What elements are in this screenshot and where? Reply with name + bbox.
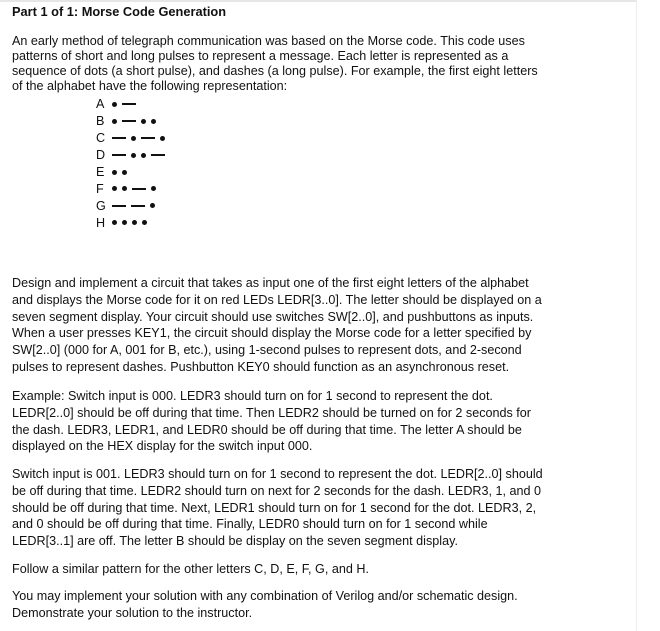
morse-letter: A <box>96 97 105 112</box>
morse-dash <box>112 154 126 156</box>
page-title: Part 1 of 1: Morse Code Generation <box>12 4 227 19</box>
morse-row-d <box>96 147 170 164</box>
morse-letter: F <box>96 181 104 196</box>
morse-dot <box>160 136 165 141</box>
morse-dot <box>122 220 127 225</box>
morse-dash <box>141 137 155 139</box>
morse-dot <box>141 153 146 158</box>
morse-dot <box>112 102 117 107</box>
morse-dot <box>151 186 156 191</box>
text-line: displayed on the HEX display for the switch input 000. <box>12 439 313 454</box>
morse-row-f <box>96 180 170 197</box>
morse-dot <box>150 203 155 208</box>
text-line: the dash. LEDR3, LEDR1, and LEDR0 should be off during that time. The letter A should be <box>12 422 522 437</box>
morse-dot <box>122 186 127 191</box>
follow-paragraph <box>12 561 369 578</box>
morse-dot <box>122 170 127 175</box>
text-line: seven segment display. Your circuit should use switches SW[2..0], and pushbuttons as inputs. <box>12 309 534 324</box>
text-line: of the alphabet have the following representation: <box>12 79 288 93</box>
closing-paragraph <box>12 588 518 622</box>
text-line: and 0 should be off during that time. Finally, LEDR0 should turn on for 1 second while <box>12 517 488 532</box>
top-border <box>0 0 660 2</box>
morse-letter: B <box>96 114 105 129</box>
text-line: An early method of telegraph communication was based on the Morse code. This code uses <box>12 34 525 48</box>
text-line: should be off during that time. Next, LEDR1 should turn on for 1 second for the dot. LEDR3, 2, <box>12 500 537 515</box>
example-b-paragraph <box>12 466 543 550</box>
text-line: LEDR[2..0] should be off during that time. Then LEDR2 should be turned on for 2 seconds for <box>12 405 531 420</box>
right-margin <box>636 0 660 631</box>
morse-dot <box>142 220 147 225</box>
morse-dash <box>112 205 126 207</box>
morse-letter: E <box>96 165 105 179</box>
text-line: Switch input is 001. LEDR3 should turn on for 1 second to represent the dot. LEDR[2..0] should <box>12 467 543 481</box>
design-paragraph <box>12 275 542 376</box>
text-line: Design and implement a circuit that takes as input one of the first eight letters of the alphabet <box>12 276 529 290</box>
text-line: SW[2..0] (000 for A, 001 for B, etc.), using 1-second pulses to represent dots, and 2-second <box>12 343 522 358</box>
morse-dash <box>131 205 145 207</box>
morse-row-a <box>96 96 170 113</box>
morse-letter: C <box>96 131 106 146</box>
text-line: You may implement your solution with any combination of Verilog and/or schematic design. <box>12 589 518 603</box>
morse-dot <box>112 119 117 124</box>
morse-dot <box>112 170 117 175</box>
morse-row-h <box>96 214 170 231</box>
text-line: When a user presses KEY1, the circuit should display the Morse code for a letter specified by <box>12 326 532 341</box>
text-line: Demonstrate your solution to the instructor. <box>12 605 253 620</box>
text-line: sequence of dots (a short pulse), and dashes (a long pulse). For example, the first eight letters <box>12 64 538 78</box>
morse-table <box>96 96 170 231</box>
morse-dot <box>132 220 137 225</box>
text-line: patterns of short and long pulses to represent a message. Each letter is represented as a <box>12 49 509 63</box>
example-a-paragraph <box>12 388 531 455</box>
text-line: Follow a similar pattern for the other letters C, D, E, F, G, and H. <box>12 562 369 576</box>
intro-paragraph <box>12 34 538 94</box>
text-line: Example: Switch input is 000. LEDR3 should turn on for 1 second to represent the dot. <box>12 389 493 403</box>
morse-dot <box>131 153 136 158</box>
morse-row-b <box>96 113 170 130</box>
morse-dash <box>151 154 165 156</box>
morse-dot <box>131 136 136 141</box>
morse-dash <box>112 137 126 139</box>
text-line: and displays the Morse code for it on red LEDs LEDR[3..0]. The letter should be displayed on a <box>12 292 542 307</box>
morse-dash <box>122 103 136 105</box>
morse-dot <box>112 220 117 225</box>
morse-dash <box>122 120 136 122</box>
morse-letter: D <box>96 148 106 163</box>
morse-dot <box>141 119 146 124</box>
morse-row-e <box>96 164 170 181</box>
morse-dash <box>132 188 146 190</box>
morse-dot <box>112 186 117 191</box>
text-line: pulses to represent dashes. Pushbutton KEY0 should function as an asynchronous reset. <box>12 359 510 374</box>
morse-letter: H <box>96 215 106 230</box>
morse-row-c <box>96 130 170 147</box>
text-line: be off during that time. LEDR2 should turn on next for 2 seconds for the dash. LEDR3, 1, and 0 <box>12 483 542 498</box>
morse-row-g <box>96 197 170 214</box>
morse-letter: G <box>96 198 106 213</box>
morse-dot <box>151 119 156 124</box>
text-line: LEDR[3..1] are off. The letter B should be display on the seven segment display. <box>12 534 458 549</box>
